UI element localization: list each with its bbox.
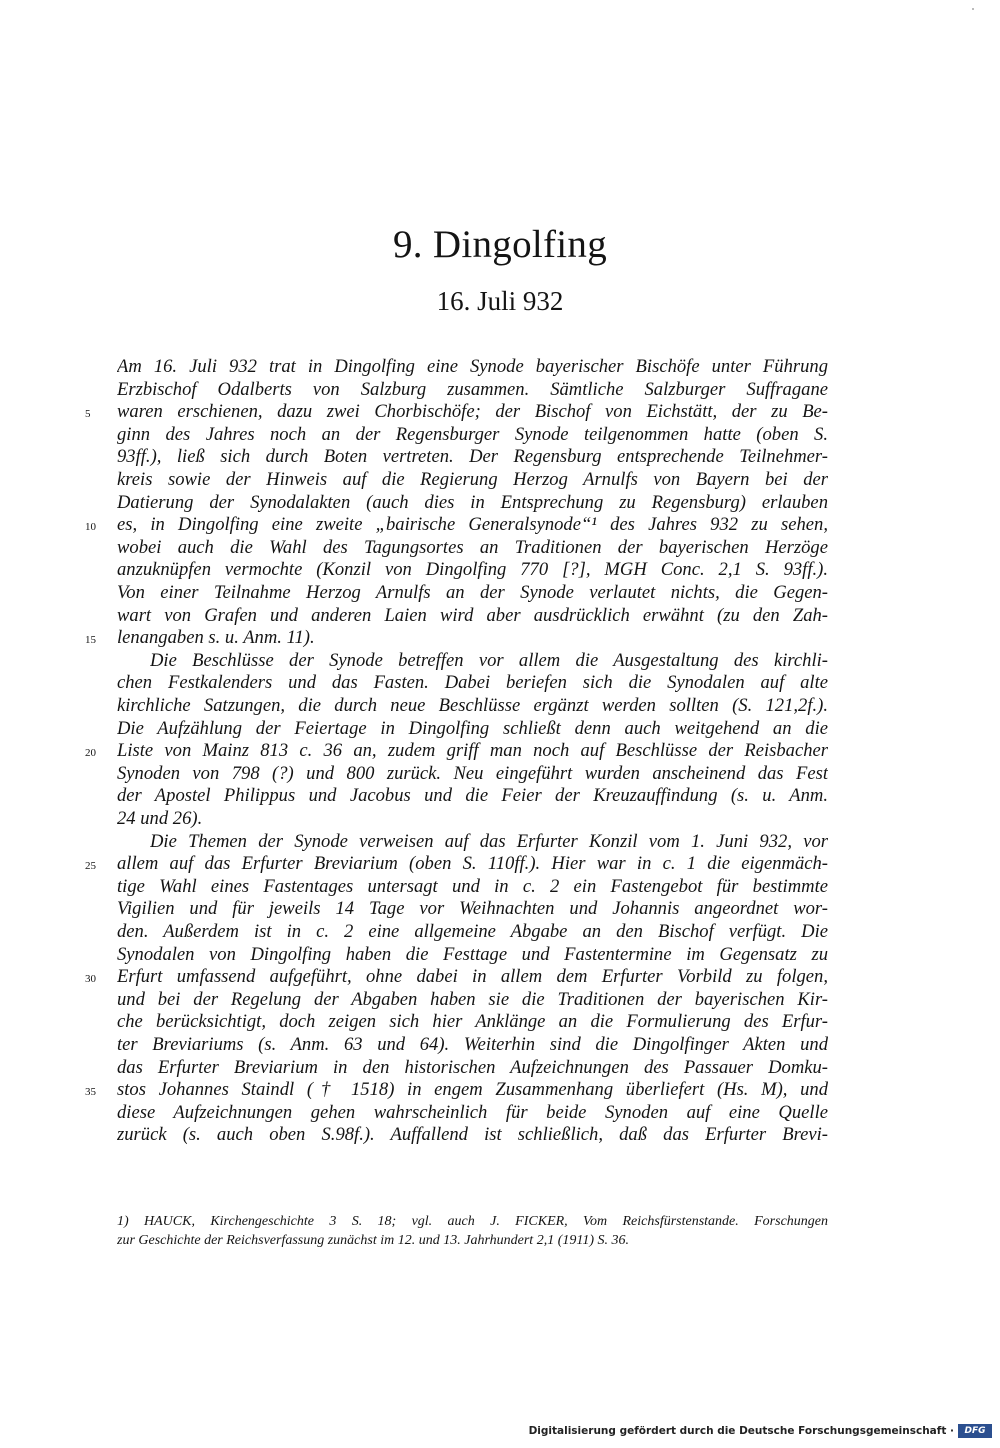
- line-number: 30: [85, 973, 96, 986]
- text-line: anzuknüpfen vermochte (Konzil von Dingolfing 770 [?], MGH Conc. 2,1 S. 93ff.).: [117, 559, 828, 581]
- text-line: wart von Grafen und anderen Laien wird aber ausdrücklich erwähnt (zu den Zah-: [117, 604, 828, 626]
- text-line: Die Aufzählung der Feiertage in Dingolfing schließt denn auch weitgehend an die: [117, 717, 828, 739]
- scan-mark: [972, 8, 974, 10]
- text-line: 93ff.), ließ sich durch Boten vertreten. Der Regensburg entsprechende Teilnehmer-: [117, 446, 828, 468]
- text-line: den. Außerdem ist in c. 2 eine allgemeine Abgabe an den Bischof verfügt. Die: [117, 921, 828, 942]
- text-line: diese Aufzeichnungen gehen wahrscheinlich für beide Synoden auf eine Quelle: [117, 1101, 828, 1123]
- text-line: tige Wahl eines Fastentages untersagt und in c. 2 ein Fastengebot für bestimmte: [117, 875, 828, 897]
- line-number: 10: [85, 521, 96, 534]
- text-line: das Erfurter Breviarium in den historischen Aufzeichnungen des Passauer Domku-: [117, 1056, 828, 1078]
- digitization-credit: Digitalisierung gefördert durch die Deutsche Forschungsgemeinschaft ·: [528, 1425, 954, 1437]
- text-line: Vigilien und für jeweils 14 Tage vor Weihnachten und Johannis angeordnet wor-: [117, 898, 828, 920]
- text-line: ter Breviariums (s. Anm. 63 und 64). Weiterhin sind die Dingolfinger Akten und: [117, 1034, 828, 1055]
- text-line: allem auf das Erfurter Breviarium (oben S. 110ff.). Hier war in c. 1 die eigenmäch-: [117, 853, 828, 875]
- text-line: zurück (s. auch oben S.98f.). Auffallend ist schließlich, daß das Erfurter Brevi-: [117, 1124, 828, 1146]
- text-line: es, in Dingolfing eine zweite „bairische Generalsynode“¹ des Jahres 932 zu sehen,: [117, 514, 828, 536]
- text-line: lenangaben s. u. Anm. 11).: [117, 627, 315, 649]
- line-number: 20: [85, 747, 96, 760]
- text-line: Datierung der Synodalakten (auch dies in Entsprechung zu Regensburg) erlauben: [117, 491, 828, 513]
- text-line: Erfurt umfassend aufgeführt, ohne dabei in allem dem Erfurter Vorbild zu folgen,: [117, 966, 828, 988]
- text-line: Synodalen von Dingolfing haben die Festtage und Fastentermine im Gegensatz zu: [117, 943, 828, 965]
- text-line: che berücksichtigt, doch zeigen sich hier Anklänge an die Formulierung des Erfur-: [117, 1011, 828, 1033]
- line-number: 35: [85, 1086, 96, 1099]
- text-line: chen Festkalenders und das Fasten. Dabei beriefen sich die Synodalen auf alte: [117, 672, 828, 694]
- text-line: Synoden von 798 (?) und 800 zurück. Neu eingeführt wurden anscheinend das Fest: [117, 762, 828, 784]
- text-line: der Apostel Philippus und Jacobus und die Feier der Kreuzauffindung (s. u. Anm.: [117, 785, 828, 807]
- text-line: kirchliche Satzungen, die durch neue Beschlüsse ergänzt werden sollten (S. 121,2f.).: [117, 695, 828, 716]
- text-line: stos Johannes Staindl († 1518) in engem Zusammenhang überliefert (Hs. M), und: [117, 1079, 828, 1101]
- text-line: kreis sowie der Hinweis auf die Regierung Herzog Arnulfs von Bayern bei der: [117, 469, 828, 490]
- chapter-title: 9. Dingolfing: [392, 223, 608, 266]
- line-number: 15: [85, 634, 96, 647]
- text-line: waren erschienen, dazu zwei Chorbischöfe; der Bischof von Eichstätt, der zu Be-: [117, 401, 828, 423]
- text-line: Die Themen der Synode verweisen auf das Erfurter Konzil vom 1. Juni 932, vor: [150, 830, 828, 852]
- text-line: wobei auch die Wahl des Tagungsortes an Traditionen der bayerischen Herzöge: [117, 536, 828, 558]
- footnote-line: zur Geschichte der Reichsverfassung zunächst im 12. und 13. Jahrhundert 2,1 (1911) S. 36.: [117, 1233, 629, 1248]
- chapter-date: 16. Juli 932: [436, 286, 564, 316]
- text-line: und bei der Regelung der Abgaben haben sie die Traditionen der bayerischen Kir-: [117, 988, 828, 1010]
- text-line: ginn des Jahres noch an der Regensburger Synode teilgenommen hatte (oben S.: [117, 423, 828, 445]
- footnote-line: 1) HAUCK, Kirchengeschichte 3 S. 18; vgl. auch J. FICKER, Vom Reichsfürstenstande. Forschungen: [117, 1214, 828, 1229]
- text-line: Am 16. Juli 932 trat in Dingolfing eine Synode bayerischer Bischöfe unter Führung: [117, 356, 828, 377]
- text-line: Die Beschlüsse der Synode betreffen vor allem die Ausgestaltung des kirchli-: [150, 649, 828, 671]
- line-number: 5: [85, 408, 91, 421]
- text-line: Liste von Mainz 813 c. 36 an, zudem griff man noch auf Beschlüsse der Reisbacher: [117, 740, 828, 762]
- text-line: 24 und 26).: [117, 808, 203, 829]
- text-line: Erzbischof Odalberts von Salzburg zusammen. Sämtliche Salzburger Suffragane: [117, 378, 828, 400]
- text-line: Von einer Teilnahme Herzog Arnulfs an der Synode verlautet nichts, die Gegen-: [117, 582, 828, 603]
- dfg-logo: DFG: [958, 1424, 992, 1438]
- line-number: 25: [85, 860, 96, 873]
